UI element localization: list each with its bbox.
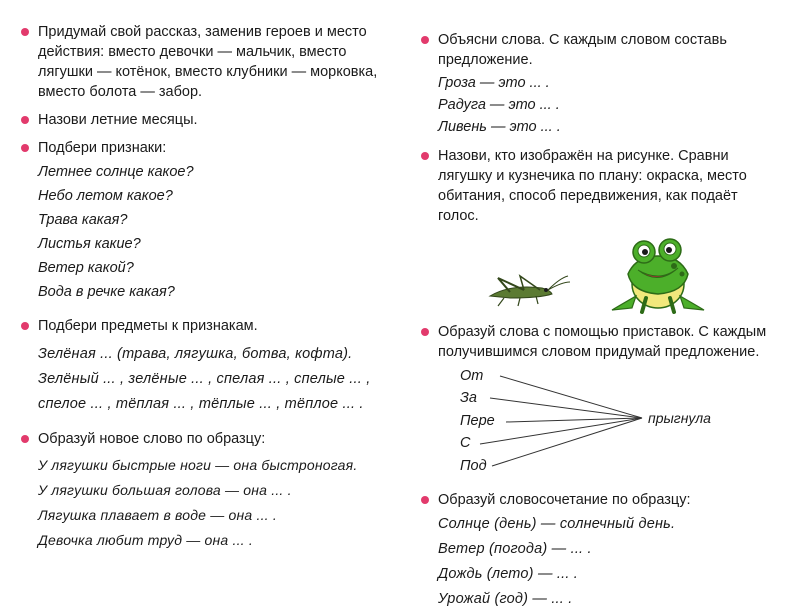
task-compare-text: Назови, кто изображён на рисунке. Сравни лягушку и кузнечика по плану: окраска, место обитания, способ передвижения, как подаёт голос. (438, 148, 747, 224)
bullet-icon (21, 322, 29, 330)
explain-line: Радуга — это ... . (438, 97, 560, 113)
prefix-label: Пере (460, 413, 495, 429)
new-word-line: Лягушка плавает в воде — она ... . (38, 507, 277, 523)
question-line: Трава какая? (38, 212, 128, 228)
prefix-label: Под (460, 458, 487, 474)
new-word-lines (20, 453, 390, 553)
explain-line: Гроза — это ... . (438, 75, 550, 91)
phrase-line: Ветер (погода) — ... . (438, 541, 592, 557)
objects-lines (20, 342, 390, 417)
task-retell-text: Придумай свой рассказ, заменив героев и место действия: вместо девочки — мальчик, вместо лягушки — котёнок, вместо клубники — морковка, вместо болота — забор. (38, 24, 378, 100)
task-new-word (20, 429, 390, 449)
right-column (420, 30, 780, 612)
prefix-label: С (460, 435, 471, 451)
new-word-line: У лягушки большая голова — она ... . (38, 482, 292, 498)
left-column (20, 22, 390, 553)
task-explain-words (420, 30, 780, 70)
bullet-icon (21, 116, 29, 124)
frog-illustration-icon (608, 234, 708, 314)
new-word-line: У лягушки быстрые ноги — она быстроногая. (38, 457, 358, 473)
bullet-icon (421, 152, 429, 160)
task-compare (420, 146, 780, 226)
phrase-line: Солнце (день) — солнечный день. (438, 516, 676, 532)
bullet-icon (21, 144, 29, 152)
explain-line: Ливень — это ... . (438, 119, 561, 135)
explain-lines (420, 72, 780, 138)
prefix-label: От (460, 368, 484, 384)
illustration-area (420, 226, 780, 318)
task-prefixes (420, 322, 780, 362)
objects-line: Зелёная ... (трава, лягушка, ботва, кофта). (38, 346, 353, 362)
task-objects (20, 316, 390, 336)
task-phrases (420, 490, 780, 510)
task-summer-months-text: Назови летние месяцы. (38, 112, 198, 128)
task-explain-words-text: Объясни слова. С каждым словом составь предложение. (438, 32, 727, 68)
question-line: Летнее солнце какое? (38, 164, 194, 180)
bullet-icon (421, 496, 429, 504)
new-word-line: Девочка любит труд — она ... . (38, 532, 253, 548)
bullet-icon (421, 36, 429, 44)
task-phrases-text: Образуй словосочетание по образцу: (438, 492, 691, 508)
objects-line: Зелёный ... , зелёные ... , спелая ... , спелые ... , (38, 371, 371, 387)
prefix-diagram (420, 368, 780, 478)
attribute-questions (20, 160, 390, 304)
bullet-icon (21, 28, 29, 36)
phrase-line: Урожай (год) — ... . (438, 591, 573, 607)
phrase-line: Дождь (лето) — ... . (438, 566, 579, 582)
task-attributes (20, 138, 390, 158)
task-objects-text: Подбери предметы к признакам. (38, 318, 258, 334)
bullet-icon (21, 435, 29, 443)
question-line: Ветер какой? (38, 260, 134, 276)
phrase-lines (420, 512, 780, 612)
task-prefixes-text: Образуй слова с помощью приставок. С каждым получившимся словом придумай предложение. (438, 324, 767, 360)
task-attributes-text: Подбери признаки: (38, 140, 167, 156)
task-retell (20, 22, 390, 102)
bullet-icon (421, 328, 429, 336)
prefix-label: За (460, 390, 477, 406)
root-verb: прыгнула (648, 410, 711, 426)
question-line: Листья какие? (38, 236, 141, 252)
question-line: Вода в речке какая? (38, 284, 175, 300)
question-line: Небо летом какое? (38, 188, 173, 204)
objects-line: спелое ... , тёплая ... , тёплые ... , тёплое ... . (38, 396, 364, 412)
task-summer-months (20, 110, 390, 130)
task-new-word-text: Образуй новое слово по образцу: (38, 431, 266, 447)
grasshopper-illustration-icon (480, 268, 570, 308)
